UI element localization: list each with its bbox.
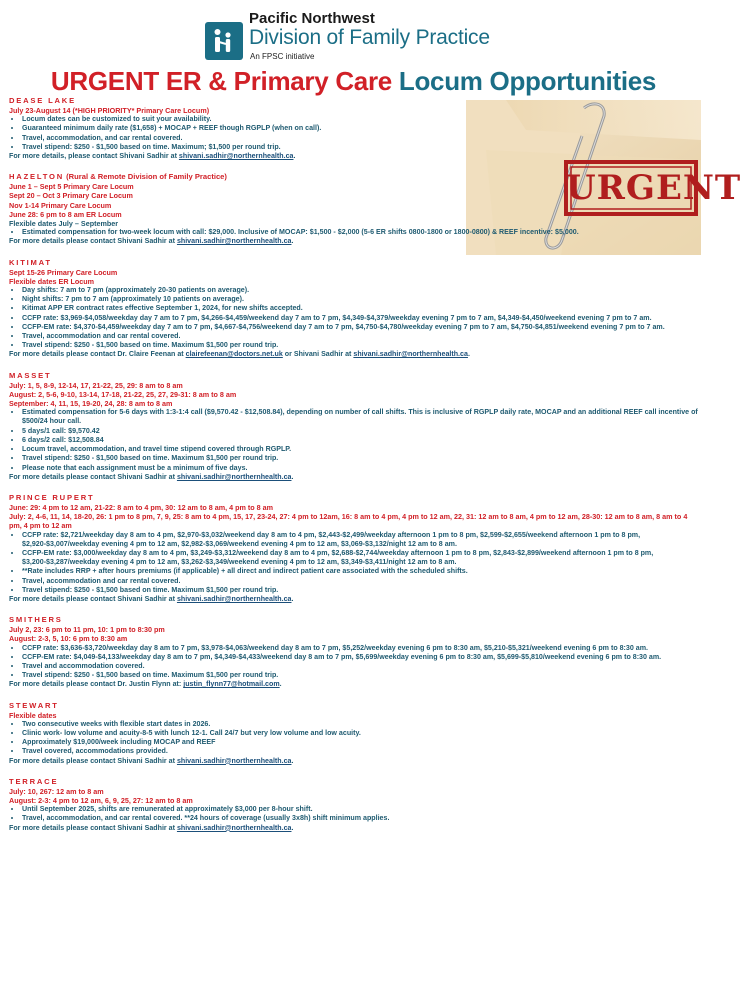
list-item: • Travel stipend: $250 - $1,500 based on time. Maximum $1,500 per round trip.	[22, 586, 701, 595]
bullet-list	[9, 720, 701, 757]
email-link[interactable]: clairefeenan@doctors.net.uk	[185, 350, 283, 359]
contact-end: .	[291, 823, 294, 832]
list-item: • Guaranteed minimum daily rate ($1,658) + MOCAP + REEF though RGPLP (when on call).	[22, 124, 477, 133]
date-line: July 2, 23: 6 pm to 11 pm, 10: 1 pm to 8:30 pm	[9, 625, 165, 635]
title-urgent-part: URGENT ER & Primary Care	[50, 66, 399, 96]
list-item: • **Rate includes RRP + after hours premiums (if applicable) + all direct and indirect patient care associated with the scheduled shifts.	[22, 567, 701, 576]
date-line: Flexible dates July – September	[9, 219, 119, 229]
list-item: • CCFP-EM rate: $3,000/weekday day 8 am to 4 pm, $3,249-$3,312/weekend day 8 am to 4 pm, $2,688-$2,744/weekday afternoon 1 pm to 8 pm, $2,843-$2,899/weekend afternoon 1 pm to 8 pm, $3,200-$3,287/weekday evening 4 pm to 12 am, $3,262-$3,349/weekend evening 4 pm to 12 am, $3,349-$3,411/night 12 am to 8 am.	[22, 549, 701, 567]
list-item: • Kitimat APP ER contract rates effective September 1, 2024, for new shifts accepted.	[22, 304, 701, 313]
list-item: • Estimated compensation for 5-6 days with 1:3-1:4 call ($9,570.42 - $12,508.84), depending on number of call shifts. This is inclusive of RGPLP daily rate, MOCAP and an additional REEF call incentive of $500/24 hour call.	[22, 408, 701, 426]
contact-text: For more details please contact Shivani Sadhir at	[9, 823, 177, 832]
bullet-list	[9, 531, 701, 595]
date-line: July 23-August 14 (*HIGH PRIORITY* Primary Care Locum)	[9, 106, 210, 115]
locum-listings	[9, 96, 741, 844]
contact-line	[9, 680, 701, 689]
list-item: • Locum dates can be customized to suit your availability.	[22, 115, 477, 124]
section-kitimat	[9, 258, 701, 360]
list-item: • Travel, accommodation, and car rental covered.	[22, 134, 477, 143]
list-item: • CCFP rate: $2,721/weekday day 8 am to 4 pm, $2,970-$3,032/weekend day 8 am to 4 pm, $2,443-$2,499/weekday afternoon 1 pm to 8 pm, $2,599-$2,655/weekend afternoon 1 pm to 8 pm, $2,920-$3,007/weekday evening 4 pm to 12 am, $2,982-$3,069/weekend evening 4 pm to 12 am, $3,069-$3,132/night 12 am to 8 am.	[22, 531, 701, 549]
list-item: • Travel stipend: $250 - $1,500 based on time. Maximum $1,500 per round trip.	[22, 671, 701, 680]
title-locum-part: Locum Opportunities	[398, 66, 657, 96]
list-item: • Locum travel, accommodation, and travel time stipend covered through RGPLP.	[22, 445, 701, 454]
urgent-stamp-text: URGENT	[566, 168, 741, 208]
location-name: SMITHERS	[9, 615, 63, 625]
email-link[interactable]: shivani.sadhir@northernhealth.ca	[353, 350, 468, 359]
contact-line	[9, 350, 701, 359]
email-link[interactable]: shivani.sadhir@northernhealth.ca	[176, 823, 292, 832]
list-item: • Clinic work- low volume and acuity-8-5 with lunch 12-1. Call 24/7 but very low volume and low acuity.	[22, 729, 701, 738]
list-item: • Please note that each assignment must be a minimum of five days.	[22, 464, 701, 473]
date-line: June 1 – Sept 5 Primary Care Locum	[9, 182, 134, 192]
email-link[interactable]: justin_flynn77@hotmail.com	[183, 680, 280, 689]
date-line: Sept 15-26 Primary Care Locum	[9, 267, 118, 277]
list-item: • CCFP-EM rate: $4,049-$4,133/weekday day 8 am to 7 pm, $4,349-$4,433/weekend day 8 am to 7 pm, $5,699/weekday evening 6 pm to 8:30 am, $5,699-$5,810/weekend evening 6 pm to 8:30 am.	[22, 653, 701, 662]
email-link[interactable]: shivani.sadhir@northernhealth.ca	[176, 756, 292, 765]
location-name: PRINCE RUPERT	[9, 492, 95, 502]
list-item: • Travel, accommodation, and car rental covered. **24 hours of coverage (usually 3x8h) shift minimum applies.	[22, 814, 701, 823]
contact-end: .	[293, 152, 296, 161]
bullet-list	[9, 408, 701, 472]
contact-line	[9, 152, 701, 161]
email-link[interactable]: shivani.sadhir@northernhealth.ca	[176, 472, 292, 481]
date-line: Flexible dates ER Locum	[9, 276, 95, 286]
list-item: • Travel stipend: $250 - $1,500 based on time. Maximum $1,500 per round trip.	[22, 341, 701, 350]
contact-line	[9, 473, 701, 482]
contact-end: .	[291, 472, 294, 481]
section-masset	[9, 371, 701, 482]
email-link[interactable]: shivani.sadhir@northernhealth.ca	[176, 237, 292, 246]
contact-line	[9, 237, 701, 246]
contact-text: For more details please contact Shivani Sadhir at	[9, 756, 177, 765]
email-link[interactable]: shivani.sadhir@northernhealth.ca	[176, 594, 292, 603]
list-item: • Travel stipend: $250 - $1,500 based on time. Maximum; $1,500 per round trip.	[22, 143, 477, 152]
contact-end: .	[279, 680, 282, 689]
contact-text: For more details please contact Dr. Claire Feenan at	[9, 350, 186, 359]
section-smithers	[9, 615, 701, 689]
list-item: • Travel, accommodation and car rental covered.	[22, 332, 701, 341]
bullet-list	[9, 286, 701, 350]
list-item: • Until September 2025, shifts are remunerated at approximately $3,000 per 8-hour shift.	[22, 805, 701, 814]
date-line: Flexible dates	[9, 710, 57, 720]
org-name: Pacific Northwest	[249, 10, 375, 27]
list-item: • Night shifts: 7 pm to 7 am (approximately 10 patients on average).	[22, 295, 701, 304]
section-stewart	[9, 701, 701, 766]
bullet-list	[9, 115, 477, 152]
list-item: • CCFP-EM rate: $4,370-$4,459/weekday day 7 am to 7 pm, $4,667-$4,756/weekend day 7 am to 7 pm, $4,750-$4,780/weekday evening 7 pm to 7 am, $4,750-$4,851/weekend evening 7 pm to 7 am.	[22, 323, 701, 332]
header	[0, 0, 707, 66]
contact-text: For more details please contact Dr. Justin Flynn at:	[9, 680, 184, 689]
location-name	[9, 172, 701, 182]
bullet-list	[9, 644, 701, 681]
section-hazelton	[9, 172, 701, 246]
list-item: • CCFP rate: $3,636-$3,720/weekday day 8 am to 7 pm, $3,978-$4,063/weekend day 8 am to 7 pm, $5,252/weekday evening 6 pm to 8:30 am, $5,210-$5,321/weekend evening 6 pm to 8:30 am.	[22, 644, 701, 653]
date-line: August: 2-3: 4 pm to 12 am, 6, 9, 25, 27: 12 am to 8 am	[9, 795, 193, 805]
contact-text: or Shivani Sadhir at	[282, 350, 354, 359]
list-item: • 6 days/2 call: $12,508.84	[22, 436, 701, 445]
contact-end: .	[467, 350, 470, 359]
list-item: • 5 days/1 call: $9,570.42	[22, 427, 701, 436]
date-line: June 28: 6 pm to 8 am ER Locum	[9, 209, 122, 219]
page-title	[0, 66, 707, 97]
list-item: • Approximately $19,000/week including MOCAP and REEF	[22, 738, 701, 747]
list-item: • Travel stipend: $250 - $1,500 based on time. Maximum $1,500 per round trip.	[22, 454, 701, 463]
contact-line	[9, 595, 701, 604]
location-subtitle: (Rural & Remote Division of Family Practice)	[64, 172, 227, 182]
list-item: • Travel and accommodation covered.	[22, 662, 701, 671]
list-item: • Estimated compensation for two-week locum with call: $29,000. Inclusive of MOCAP: $1,500 - $2,000 (5-6 ER shifts 0800-1800 or 1800-0800) & REEF incentive: $5,000.	[22, 228, 701, 237]
location-name: STEWART	[9, 700, 59, 710]
contact-end: .	[291, 237, 294, 246]
contact-text: For more details please contact Shivani Sadhir at	[9, 594, 177, 603]
family-practice-logo-icon	[205, 22, 243, 60]
section-dease-lake	[9, 96, 701, 161]
contact-text: For more details please contact Shivani Sadhir at	[9, 472, 177, 481]
bullet-list	[9, 228, 701, 237]
list-item: • Travel, accommodation and car rental covered.	[22, 577, 701, 586]
bullet-list	[9, 805, 701, 823]
contact-line	[9, 824, 701, 833]
division-name: Division of Family Practice	[249, 26, 490, 49]
date-line: June: 29: 4 pm to 12 am, 21-22: 8 am to 4 pm, 30: 12 am to 8 am, 4 pm to 8 am	[9, 502, 274, 512]
list-item: • Two consecutive weeks with flexible start dates in 2026.	[22, 720, 701, 729]
date-line: August: 2-3, 5, 10: 6 pm to 8:30 am	[9, 634, 128, 644]
contact-end: .	[291, 756, 294, 765]
location-name: KITIMAT	[9, 257, 52, 267]
contact-line	[9, 757, 701, 766]
contact-text: For more details please contact Shivani Sadhir at	[9, 237, 177, 246]
initiative-label: An FPSC initiative	[250, 52, 315, 61]
list-item: • Day shifts: 7 am to 7 pm (approximately 20-30 patients on average).	[22, 286, 701, 295]
date-line: July: 10, 267: 12 am to 8 am	[9, 786, 104, 796]
list-item: • CCFP rate: $3,969-$4,058/weekday day 7 am to 7 pm, $4,266-$4,459/weekend day 7 am to 7 pm, $4,349-$4,379/weekday evening 7 pm to 7 am, $4,349-$4,450/weekend evening 7 pm to 7 am.	[22, 314, 701, 323]
date-line: September: 4, 11, 15, 19-20, 24, 28: 8 am to 8 am	[9, 399, 173, 409]
contact-end: .	[291, 594, 294, 603]
email-link[interactable]: shivani.sadhir@northernhealth.ca	[178, 152, 294, 161]
list-item: • Travel covered, accommodations provided.	[22, 747, 701, 756]
location-name: TERRACE	[9, 776, 59, 786]
location-title: HAZELTON	[9, 172, 65, 182]
section-terrace	[9, 777, 701, 833]
date-line: July: 2, 4-6, 11, 14, 18-20, 26: 1 pm to 8 pm, 7, 9, 25: 8 am to 4 pm, 15, 17, 23-24, 27: 4 pm to 12am, 16: 8 am to 4 pm, 4 pm to 12 am, 22, 31: 12 am to 8 am, 4 pm to 12 am, 28-30: 12 am to 8 am, 8 am to 4 pm, 4 pm to 12 am	[9, 512, 688, 531]
contact-text: For more details, please contact Shivani Sadhir at	[9, 152, 179, 161]
date-line: Sept 20 – Oct 3 Primary Care Locum	[9, 191, 133, 201]
location-name: DEASE LAKE	[9, 96, 76, 105]
date-line: August: 2, 5-6, 9-10, 13-14, 17-18, 21-22, 25, 27, 29-31: 8 am to 8 am	[9, 389, 237, 399]
location-name: MASSET	[9, 370, 52, 380]
section-prince-rupert	[9, 493, 701, 604]
date-line: July: 1, 5, 8-9, 12-14, 17, 21-22, 25, 29: 8 am to 8 am	[9, 380, 183, 390]
date-line: Nov 1-14 Primary Care Locum	[9, 200, 112, 210]
